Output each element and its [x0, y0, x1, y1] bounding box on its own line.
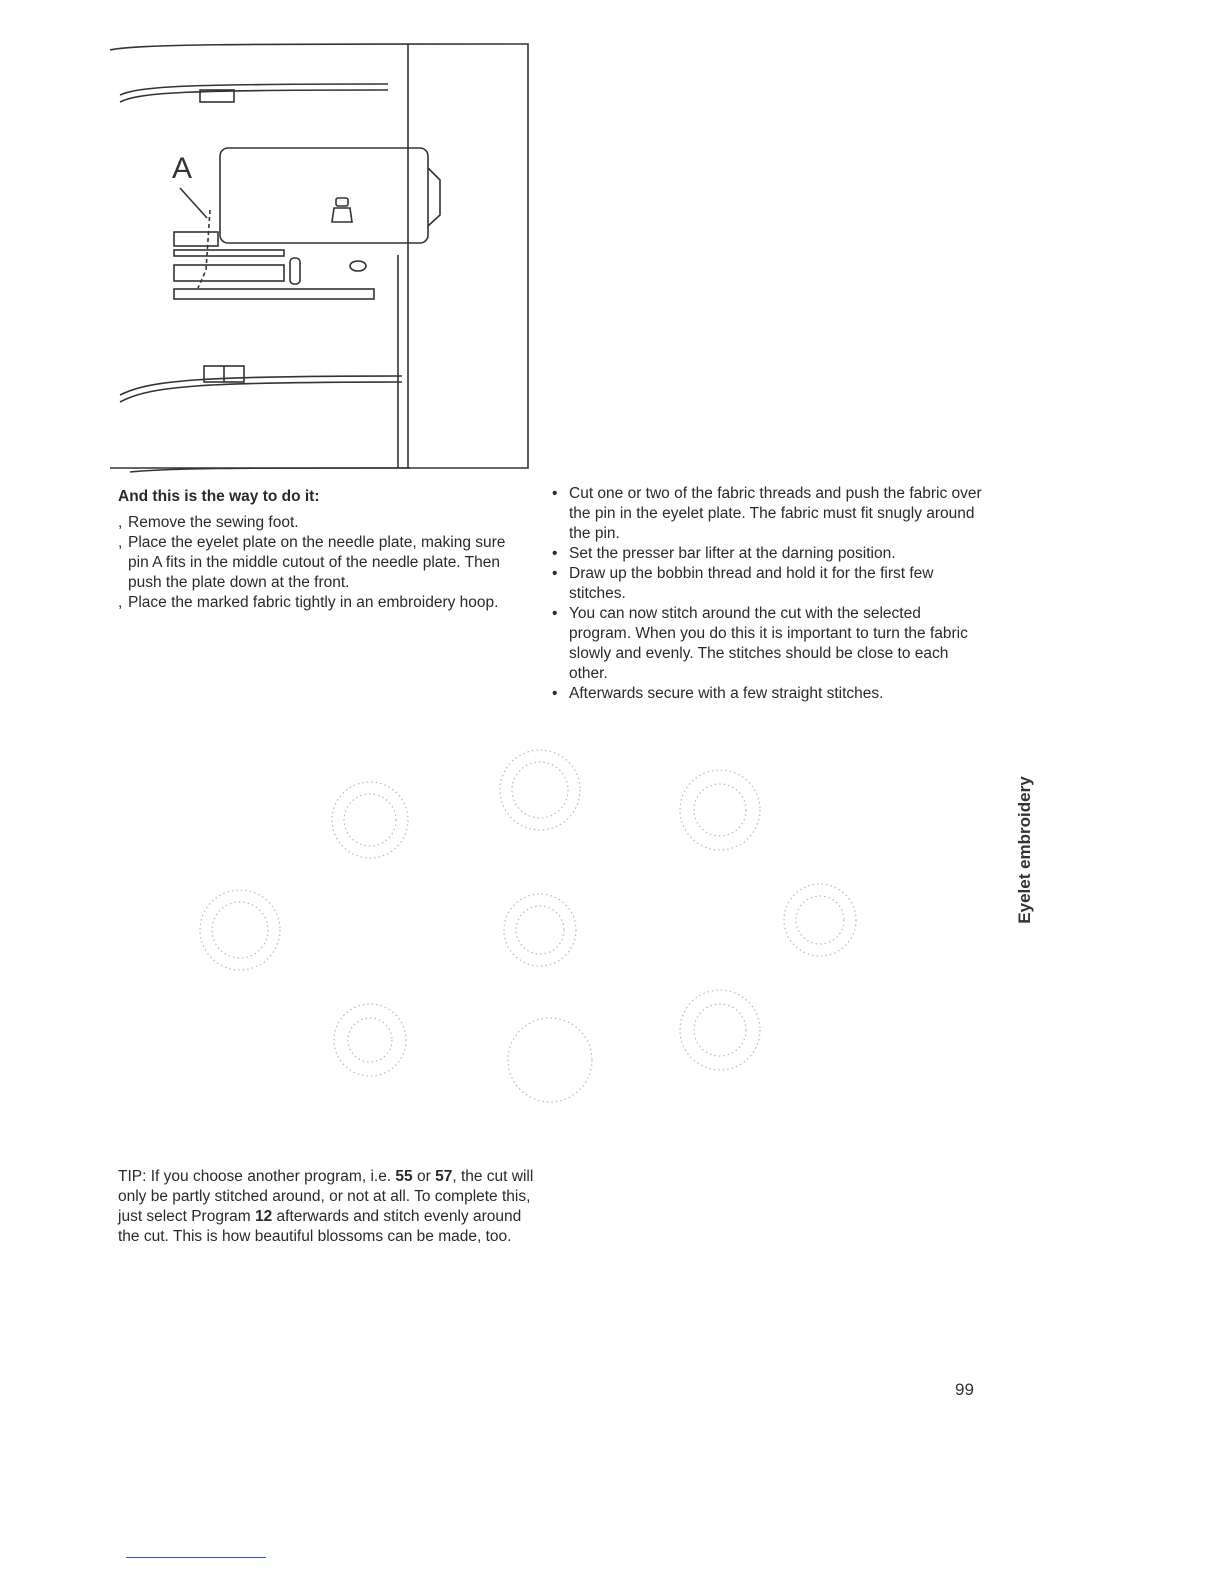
program-number: 57 — [435, 1168, 453, 1185]
stitch-sample — [512, 762, 568, 818]
step-item: , Place the marked fabric tightly in an embroidery hoop. — [118, 593, 528, 613]
chapter-label: Eyelet embroidery — [1015, 776, 1034, 924]
stitch-sample — [504, 894, 576, 966]
tip-text: or — [412, 1168, 436, 1185]
stitch-sample — [680, 990, 760, 1070]
instructions-right — [552, 484, 982, 704]
footer-rule — [126, 1557, 266, 1558]
stitch-sample — [516, 906, 564, 954]
page-number: 99 — [955, 1380, 974, 1399]
program-number: 12 — [254, 1208, 273, 1225]
stitch-sample — [694, 1004, 746, 1056]
stitch-sample — [796, 896, 844, 944]
stitch-sample — [348, 1018, 392, 1062]
program-number: 55 — [395, 1168, 413, 1185]
pin-a-label: A — [172, 152, 193, 185]
tip-text: , the cut will only be partly stitched around, or not at all. To complete this, just select Program — [118, 1168, 534, 1225]
stitch-sample — [508, 1018, 592, 1102]
stitch-sample — [334, 1004, 406, 1076]
instructions-left — [118, 487, 528, 613]
steps-list-right — [552, 484, 982, 704]
eyelet-stitch-samples — [180, 740, 860, 1120]
stitch-sample — [694, 784, 746, 836]
section-heading: And this is the way to do it: — [118, 488, 320, 505]
stitch-sample — [344, 794, 396, 846]
eyelet-plate-illustration — [110, 40, 535, 480]
stitch-sample — [212, 902, 268, 958]
step-item: • You can now stitch around the cut with the selected program. When you do this it is important to turn the fabric slowly and evenly. The stitches should be close to each other. — [552, 604, 982, 684]
step-item: • Set the presser bar lifter at the darning position. — [552, 544, 982, 564]
step-item: , Remove the sewing foot. — [118, 513, 528, 533]
steps-list-left — [118, 513, 528, 613]
step-item: • Draw up the bobbin thread and hold it for the first few stitches. — [552, 564, 982, 604]
step-item: , Place the eyelet plate on the needle plate, making sure pin A fits in the middle cutout of the needle plate. Then push the plate down at the front. — [118, 533, 528, 593]
stitch-sample — [680, 770, 760, 850]
step-item: • Cut one or two of the fabric threads and push the fabric over the pin in the eyelet plate. The fabric must fit snugly around the pin. — [552, 484, 982, 544]
chapter-side-tab — [1010, 760, 1040, 940]
stitch-sample — [784, 884, 856, 956]
tip-paragraph — [118, 1167, 538, 1247]
tip-text: If you choose another program, i.e. — [146, 1168, 396, 1185]
step-item: • Afterwards secure with a few straight stitches. — [552, 684, 982, 704]
tip-prefix: TIP: — [118, 1168, 147, 1185]
tip-text: afterwards and stitch evenly around the cut. This is how beautiful blossoms can be made, too. — [118, 1208, 522, 1245]
